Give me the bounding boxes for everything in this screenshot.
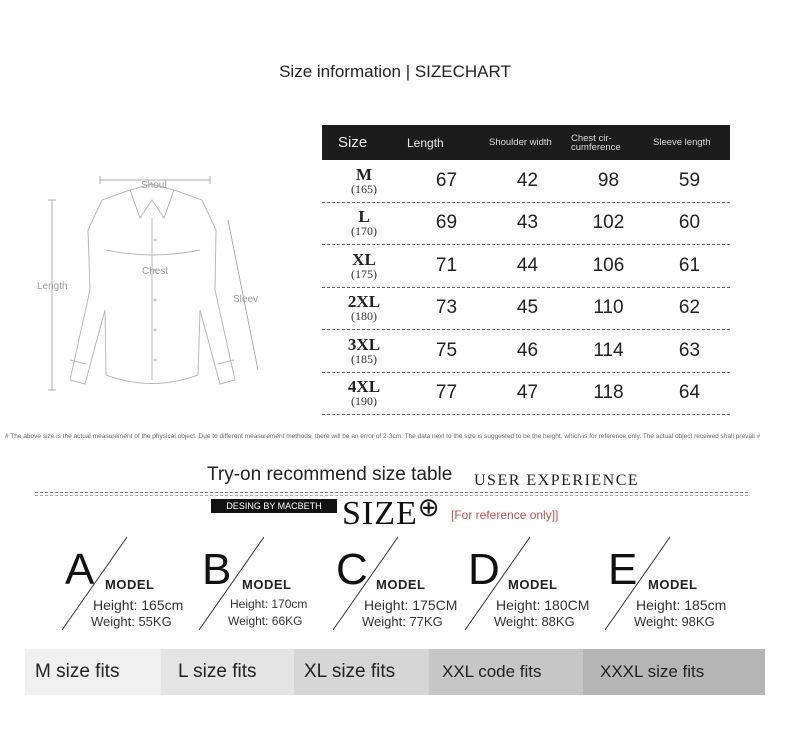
size-table — [322, 125, 730, 415]
chest-value: 118 — [593, 382, 624, 404]
size-heading — [342, 493, 441, 533]
size-code: 2XL — [347, 292, 381, 312]
model-card-a — [65, 535, 215, 635]
model-weight: Weight: 98KG — [634, 614, 715, 629]
header-chest: Chest cir-cumference — [571, 132, 621, 153]
model-letter: D — [468, 545, 500, 594]
model-height: Height: 180CM — [496, 597, 590, 613]
model-height: Height: 170cm — [230, 597, 308, 611]
shoulder-value: 43 — [516, 212, 539, 234]
tryon-title: Try-on recommend size table — [207, 464, 453, 485]
chest-value: 106 — [592, 254, 625, 276]
size-height: (180) — [350, 309, 377, 324]
plus-circle-icon: ⊕ — [417, 493, 441, 522]
model-weight: Weight: 88KG — [494, 614, 575, 629]
model-letter: C — [336, 545, 368, 594]
reference-note: [For reference only]] — [451, 508, 559, 522]
model-weight: Weight: 77KG — [362, 614, 443, 629]
table-row — [322, 330, 730, 373]
size-height: (165) — [350, 181, 377, 196]
chest-label: Chest — [142, 266, 169, 277]
size-height: (190) — [350, 394, 377, 409]
length-value: 67 — [435, 169, 458, 191]
size-code: XL — [352, 249, 376, 269]
sleeve-value: 61 — [678, 254, 701, 276]
header-sleeve: Sleeve length — [653, 137, 711, 148]
model-letter: B — [202, 545, 232, 594]
model-label: MODEL — [376, 577, 426, 592]
model-weight: Weight: 55KG — [91, 614, 172, 629]
size-fits-bar — [25, 649, 765, 695]
measurement-note: # The above size is the actual measurement of the physical object. Due to different measurement methods, there will be an error of 2-3cm. The data next to the size is suggested to be the height, which is for reference only. The actual object received shall prevail # — [5, 433, 761, 440]
chest-value: 114 — [593, 339, 624, 361]
chest-value: 98 — [597, 169, 620, 191]
fit-m: M size fits — [25, 649, 161, 695]
fit-l: L size fits — [161, 649, 294, 695]
model-weight: Weight: 66KG — [228, 614, 303, 628]
table-header — [322, 125, 730, 160]
header-size: Size — [338, 134, 368, 151]
model-label: MODEL — [508, 577, 558, 592]
sleeve-value: 63 — [678, 339, 701, 361]
table-row — [322, 203, 730, 246]
shoulder-value: 45 — [516, 297, 539, 319]
size-code: L — [358, 207, 370, 227]
model-height: Height: 165cm — [93, 597, 184, 613]
length-value: 75 — [435, 339, 458, 361]
model-card-e — [608, 535, 758, 635]
size-code: M — [355, 164, 372, 184]
table-row — [322, 373, 730, 416]
brand-badge: DESING BY MACBETH — [211, 499, 337, 513]
fit-xl: XL size fits — [294, 649, 429, 695]
sleeve-value: 64 — [678, 382, 701, 404]
size-code: 3XL — [347, 334, 381, 354]
sleeve-value: 60 — [678, 212, 701, 234]
fit-xxxl: XXXL size fits — [583, 649, 765, 695]
size-height: (175) — [350, 266, 377, 281]
table-row — [322, 160, 730, 203]
size-height: (170) — [350, 224, 377, 239]
size-height: (185) — [350, 351, 377, 366]
shoulder-label: Shoul — [141, 180, 167, 191]
page-title: Size information | SIZECHART — [279, 62, 511, 81]
table-row — [322, 288, 730, 331]
header-length: Length — [407, 135, 444, 150]
model-letter: A — [65, 545, 95, 594]
length-value: 71 — [435, 254, 458, 276]
shoulder-value: 42 — [516, 169, 539, 191]
chest-value: 110 — [593, 297, 624, 319]
shoulder-value: 44 — [516, 254, 539, 276]
table-row — [322, 245, 730, 288]
model-height: Height: 185cm — [636, 597, 727, 613]
model-card-d — [468, 535, 618, 635]
user-experience-heading: USER EXPERIENCE — [474, 472, 640, 489]
length-value: 69 — [435, 212, 458, 234]
length-value: 73 — [435, 297, 458, 319]
model-label: MODEL — [648, 577, 698, 592]
model-label: MODEL — [242, 577, 292, 592]
length-label: Length — [37, 281, 68, 292]
model-label: MODEL — [105, 577, 155, 592]
size-word: SIZE — [342, 495, 418, 532]
shoulder-value: 47 — [516, 382, 539, 404]
shoulder-value: 46 — [516, 339, 539, 361]
length-value: 77 — [435, 382, 458, 404]
fit-xxl: XXL code fits — [429, 649, 583, 695]
sleeve-value: 59 — [678, 169, 701, 191]
sleeve-label: Sleev — [233, 294, 259, 305]
chest-value: 102 — [592, 212, 625, 234]
sleeve-value: 62 — [678, 297, 701, 319]
size-code: 4XL — [347, 377, 381, 397]
model-height: Height: 175CM — [364, 597, 458, 613]
model-letter: E — [608, 545, 638, 594]
header-shoulder: Shoulder width — [489, 137, 552, 148]
